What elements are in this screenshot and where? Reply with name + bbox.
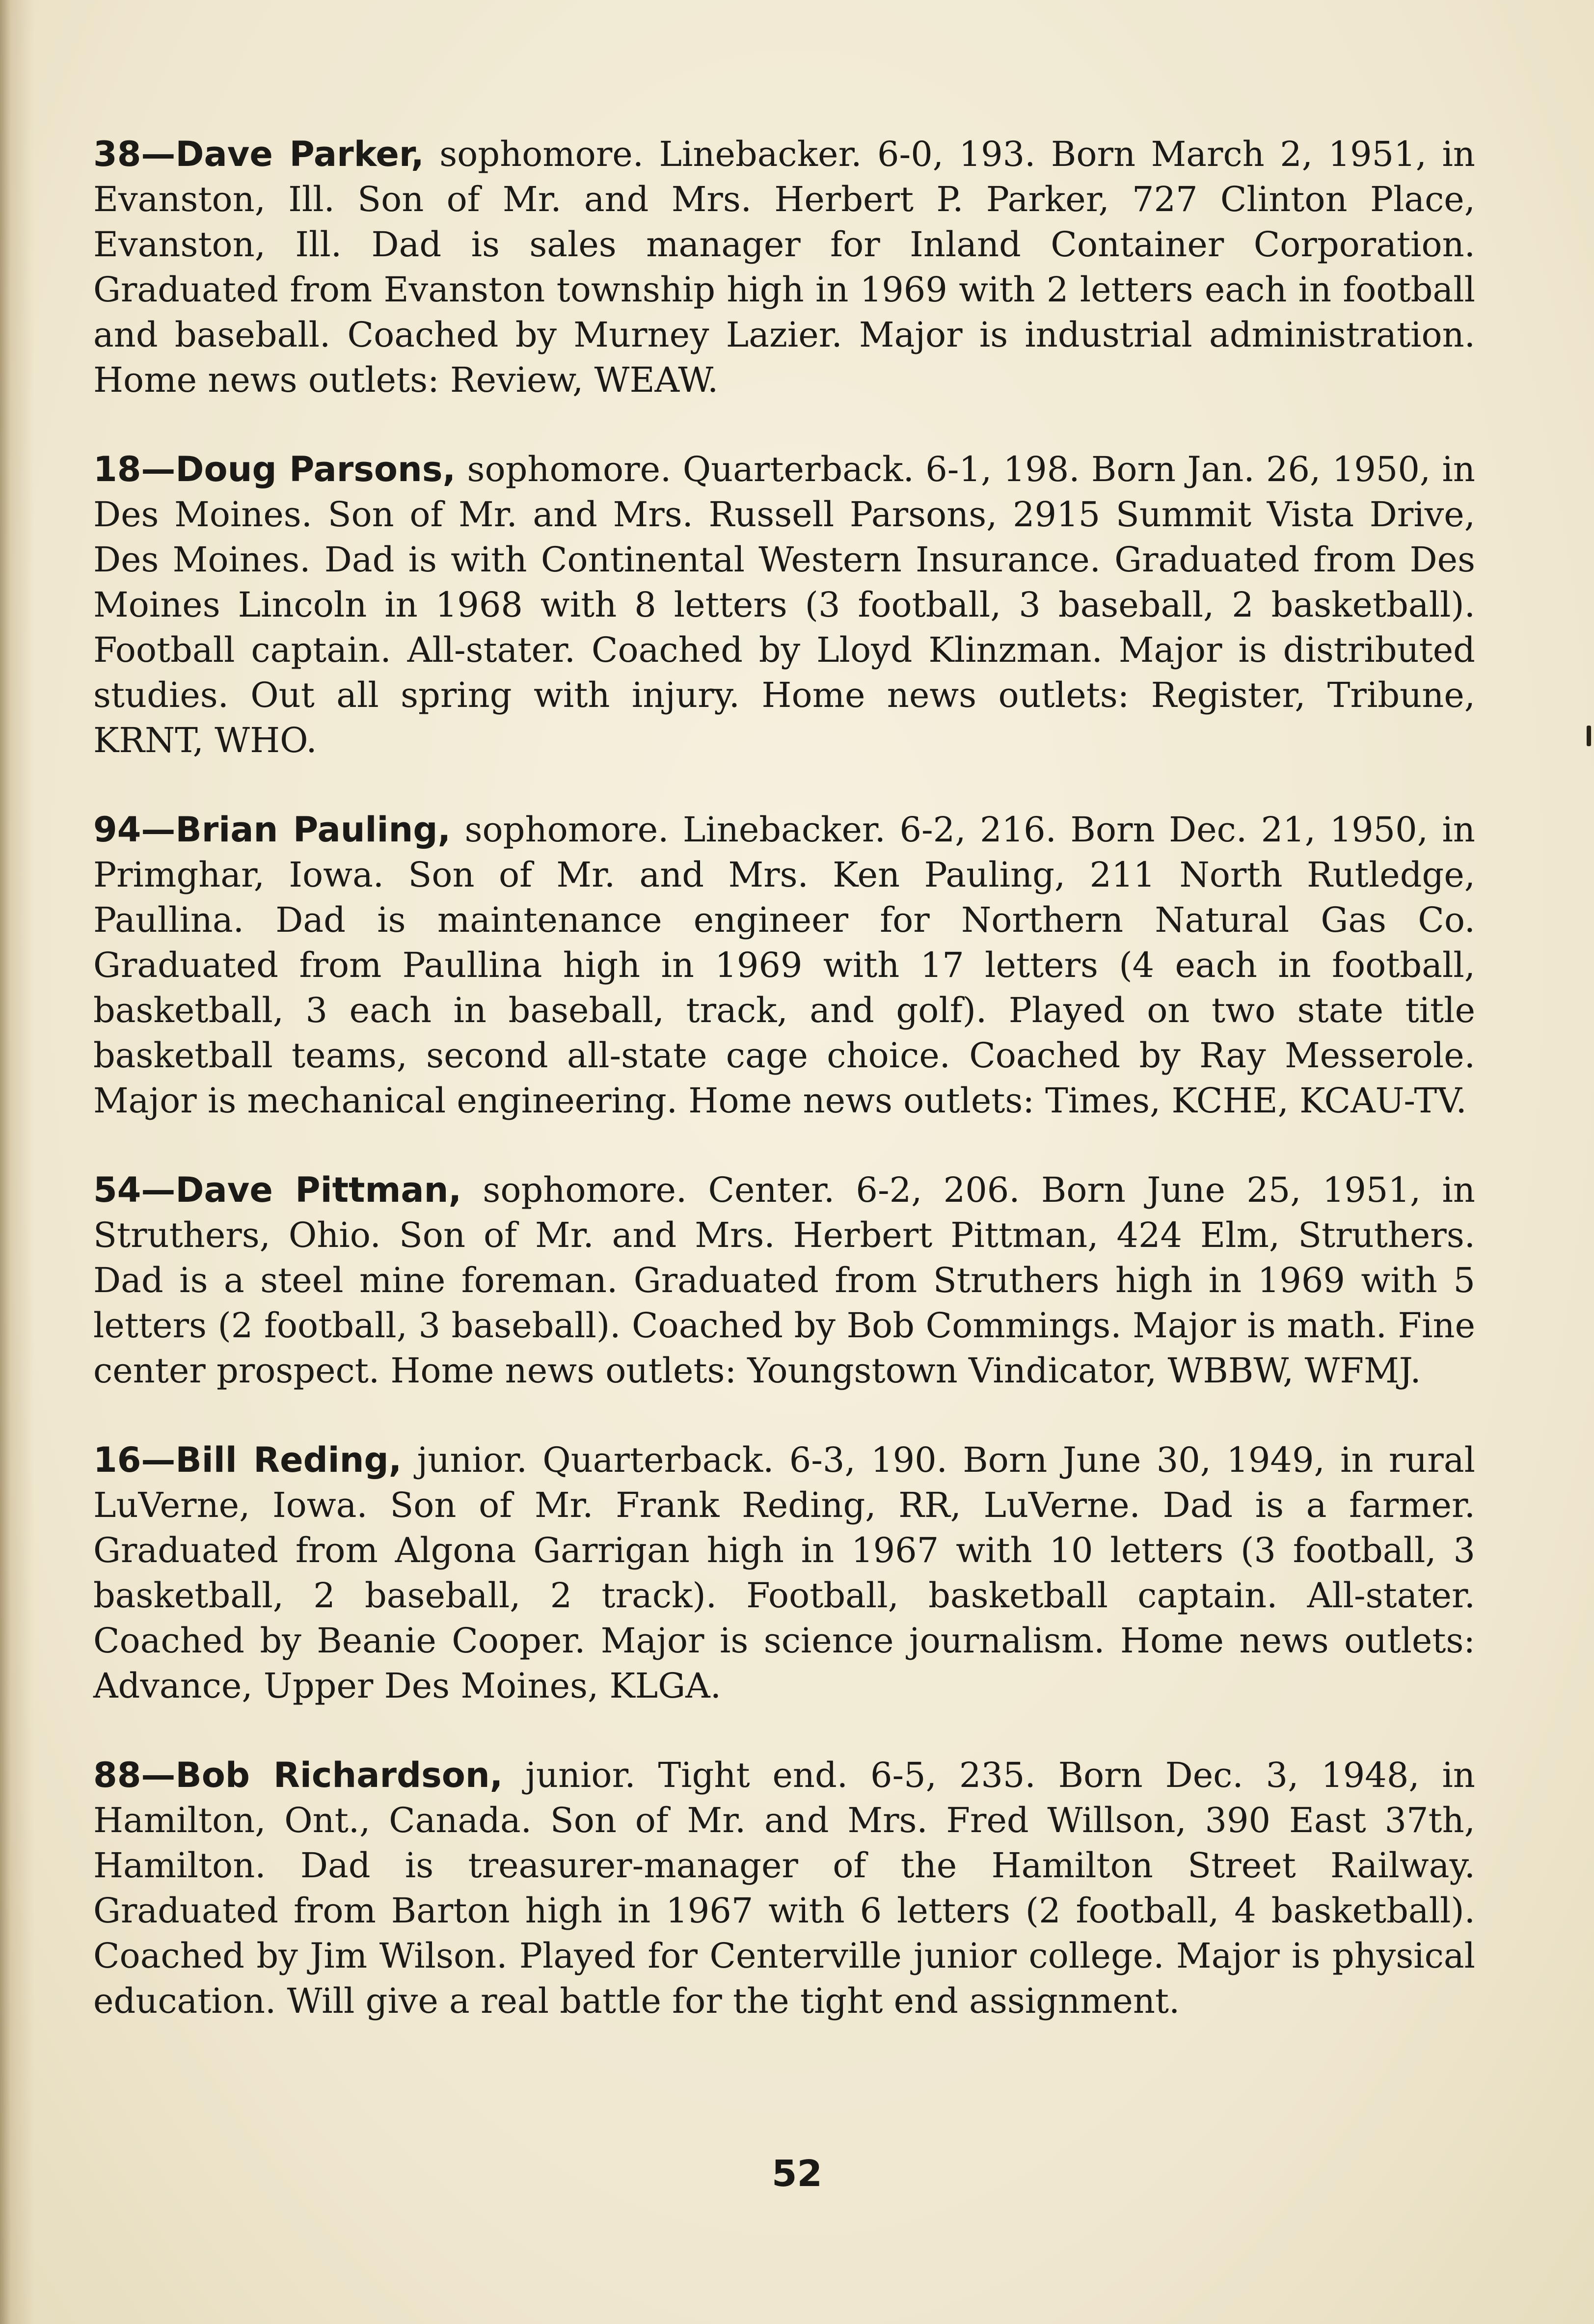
player-bio-text: sophomore. Linebacker. 6-0, 193. Born March 2, 1951, in Evanston, Ill. Son of Mr. and Mrs. Herbert P. Parker, 727 Clinton Place, Evanston, Ill. Dad is sales manager for Inland Container Corporation. Graduated from Evanston township high in 1969 with 2 letters each in football and baseball. Coached by Murney Lazier. Major is industrial administration. Home news outlets: Review, WEAW. [93, 134, 1475, 400]
player-bio [93, 807, 1475, 1123]
player-name: 38—Dave Parker, [93, 134, 424, 174]
player-name: 94—Brian Pauling, [93, 810, 451, 850]
player-bio-text: sophomore. Quarterback. 6-1, 198. Born Jan. 26, 1950, in Des Moines. Son of Mr. and Mrs. Russell Parsons, 2915 Summit Vista Drive, Des Moines. Dad is with Continental Western Insurance. Graduated from Des Moines Lincoln in 1968 with 8 letters (3 football, 3 baseball, 2 basketball). Football captain. All-stater. Coached by Lloyd Klinzman. Major is distributed studies. Out all spring with injury. Home news outlets: Register, Tribune, KRNT, WHO. [93, 449, 1476, 760]
player-bio-text: junior. Tight end. 6-5, 235. Born Dec. 3, 1948, in Hamilton, Ont., Canada. Son of Mr. and Mrs. Fred Willson, 390 East 37th, Hamilton. Dad is treasurer-manager of the Hamilton Street Railway. Graduated from Barton high in 1967 with 6 letters (2 football, 4 basketball). Coached by Jim Wilson. Played for Centerville junior college. Major is physical education. Will give a real battle for the tight end assignment. [93, 1755, 1475, 2021]
player-bio-list [93, 132, 1475, 2024]
player-bio-text: junior. Quarterback. 6-3, 190. Born June 30, 1949, in rural LuVerne, Iowa. Son of Mr. Frank Reding, RR, LuVerne. Dad is a farmer. Graduated from Algona Garrigan high in 1967 with 10 letters (3 football, 3 basketball, 2 baseball, 2 track). Football, basketball captain. All-stater. Coached by Beanie Cooper. Major is science journalism. Home news outlets: Advance, Upper Des Moines, KLGA. [93, 1440, 1475, 1706]
player-bio-text: sophomore. Linebacker. 6-2, 216. Born Dec. 21, 1950, in Primghar, Iowa. Son of Mr. and Mrs. Ken Pauling, 211 North Rutledge, Paullina. Dad is maintenance engineer for Northern Natural Gas Co. Graduated from Paullina high in 1969 with 17 letters (4 each in football, basketball, 3 each in baseball, track, and golf). Played on two state title basketball teams, second all-state cage choice. Coached by Ray Messerole. Major is mechanical engineering. Home news outlets: Times, KCHE, KCAU-TV. [93, 810, 1475, 1121]
page-number: 52 [772, 2153, 822, 2195]
player-name: 16—Bill Reding, [93, 1440, 402, 1480]
player-name: 88—Bob Richardson, [93, 1755, 503, 1795]
player-bio [93, 447, 1475, 763]
player-bio [93, 1753, 1475, 2024]
player-name: 54—Dave Pittman, [93, 1170, 462, 1210]
player-name: 18—Doug Parsons, [93, 449, 456, 489]
edge-mark [1587, 726, 1591, 746]
player-bio [93, 1437, 1475, 1708]
player-bio [93, 1167, 1475, 1393]
player-bio-text: sophomore. Center. 6-2, 206. Born June 25, 1951, in Struthers, Ohio. Son of Mr. and Mrs. Herbert Pittman, 424 Elm, Struthers. Dad is a steel mine foreman. Graduated from Struthers high in 1969 with 5 letters (2 football, 3 baseball). Coached by Bob Commings. Major is math. Fine center prospect. Home news outlets: Youngstown Vindicator, WBBW, WFMJ. [93, 1170, 1475, 1391]
player-bio [93, 132, 1475, 403]
